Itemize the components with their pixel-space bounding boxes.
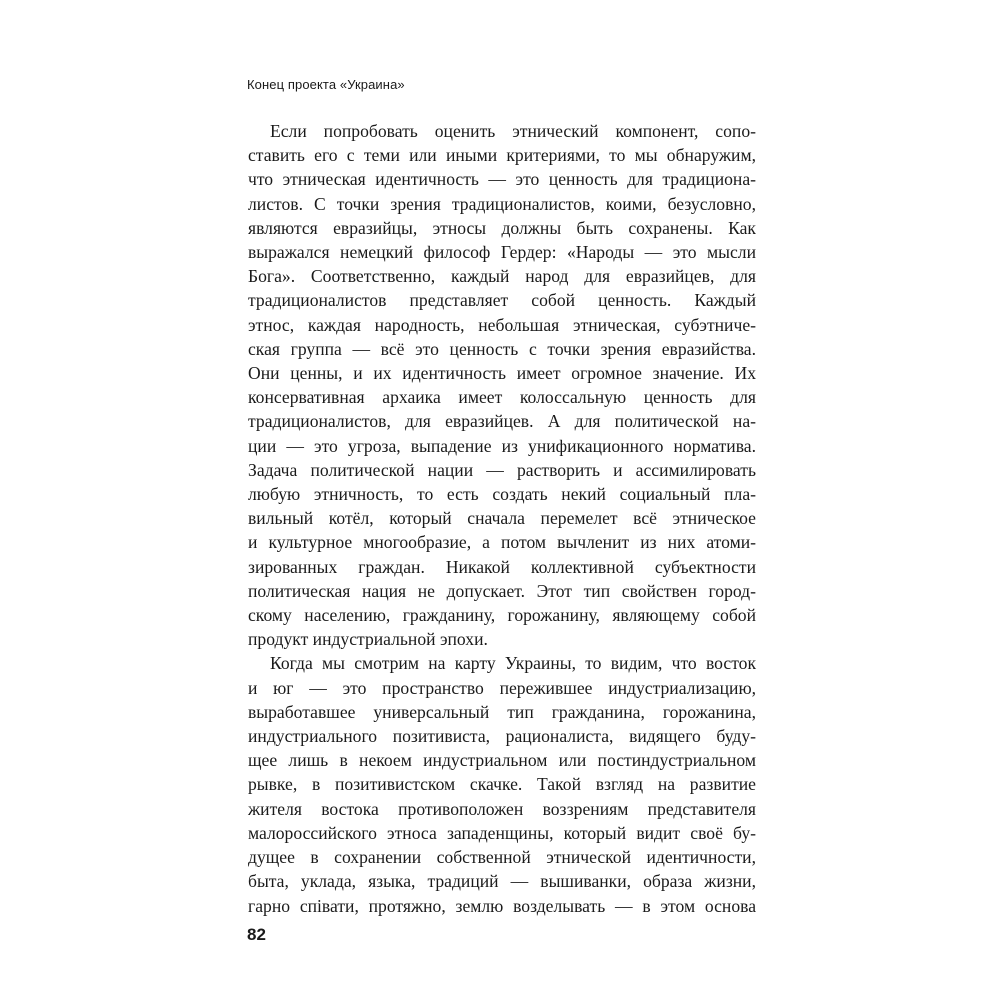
text-line: любую этничность, то есть создать некий социальный пла- (248, 484, 756, 505)
text-line: и юг — это пространство пережившее индустриализацию, (248, 677, 756, 698)
text-line: политическая нация не допускает. Этот тип свойствен город- (248, 580, 756, 601)
text-line: Когда мы смотрим на карту Украины, то видим, что восток (270, 653, 756, 674)
paragraph-1 (248, 119, 756, 651)
text-line: быта, уклада, языка, традиций — вышиванки, образа жизни, (248, 871, 756, 892)
text-line: выражался немецкий философ Гердер: «Народы — это мысли (248, 242, 756, 263)
text-line: консервативная архаика имеет колоссальную ценность для (248, 387, 756, 408)
text-line: что этническая идентичность — это ценность для традициона- (248, 169, 756, 190)
running-head: Конец проекта «Украина» (247, 77, 405, 92)
text-line: вильный котёл, который сначала перемелет всё этническое (248, 508, 756, 529)
text-line: жителя востока противоположен воззрениям представителя (248, 798, 756, 819)
text-line: традиционалистов представляет собой ценность. Каждый (248, 290, 756, 311)
text-line: Они ценны, и их идентичность имеет огромное значение. Их (248, 363, 756, 384)
text-line: являются евразийцы, этносы должны быть сохранены. Как (248, 217, 756, 238)
text-line: скому населению, гражданину, горожанину, являющему собой (248, 605, 756, 626)
text-line: малороссийского этноса западенщины, который видит своё бу- (248, 822, 756, 843)
text-line: продукт индустриальной эпохи. (248, 629, 488, 650)
text-line: гарно співати, протяжно, землю возделывать — в этом основа (248, 895, 756, 916)
text-line: листов. С точки зрения традиционалистов, коими, безусловно, (248, 193, 756, 214)
text-line: традиционалистов, для евразийцев. А для политической на- (248, 411, 756, 432)
text-line: Задача политической нации — растворить и ассимилировать (248, 459, 756, 480)
body-text (248, 119, 756, 918)
text-line: дущее в сохранении собственной этнической идентичности, (248, 847, 756, 868)
text-line: этнос, каждая народность, небольшая этническая, субэтниче- (248, 314, 756, 335)
text-line: и культурное многообразие, а потом вычленит из них атоми- (248, 532, 756, 553)
page-number: 82 (247, 925, 266, 944)
text-line: Если попробовать оценить этнический компонент, сопо- (270, 121, 756, 141)
text-line: ставить его с теми или иными критериями, то мы обнаружим, (248, 145, 756, 166)
text-line: щее лишь в некоем индустриальном или постиндустриальном (248, 750, 756, 771)
text-line: рывке, в позитивистском скачке. Такой взгляд на развитие (248, 774, 756, 795)
text-line: индустриального позитивиста, рационалиста, видящего буду- (248, 726, 756, 747)
paragraph-2 (248, 651, 756, 917)
text-line: Бога». Соответственно, каждый народ для евразийцев, для (248, 266, 756, 287)
text-line: выработавшее универсальный тип гражданина, горожанина, (248, 701, 756, 722)
text-line: ская группа — всё это ценность с точки зрения евразийства. (248, 338, 756, 359)
text-line: ции — это угроза, выпадение из унификационного норматива. (248, 435, 756, 456)
text-line: зированных граждан. Никакой коллективной субъектности (248, 556, 756, 577)
